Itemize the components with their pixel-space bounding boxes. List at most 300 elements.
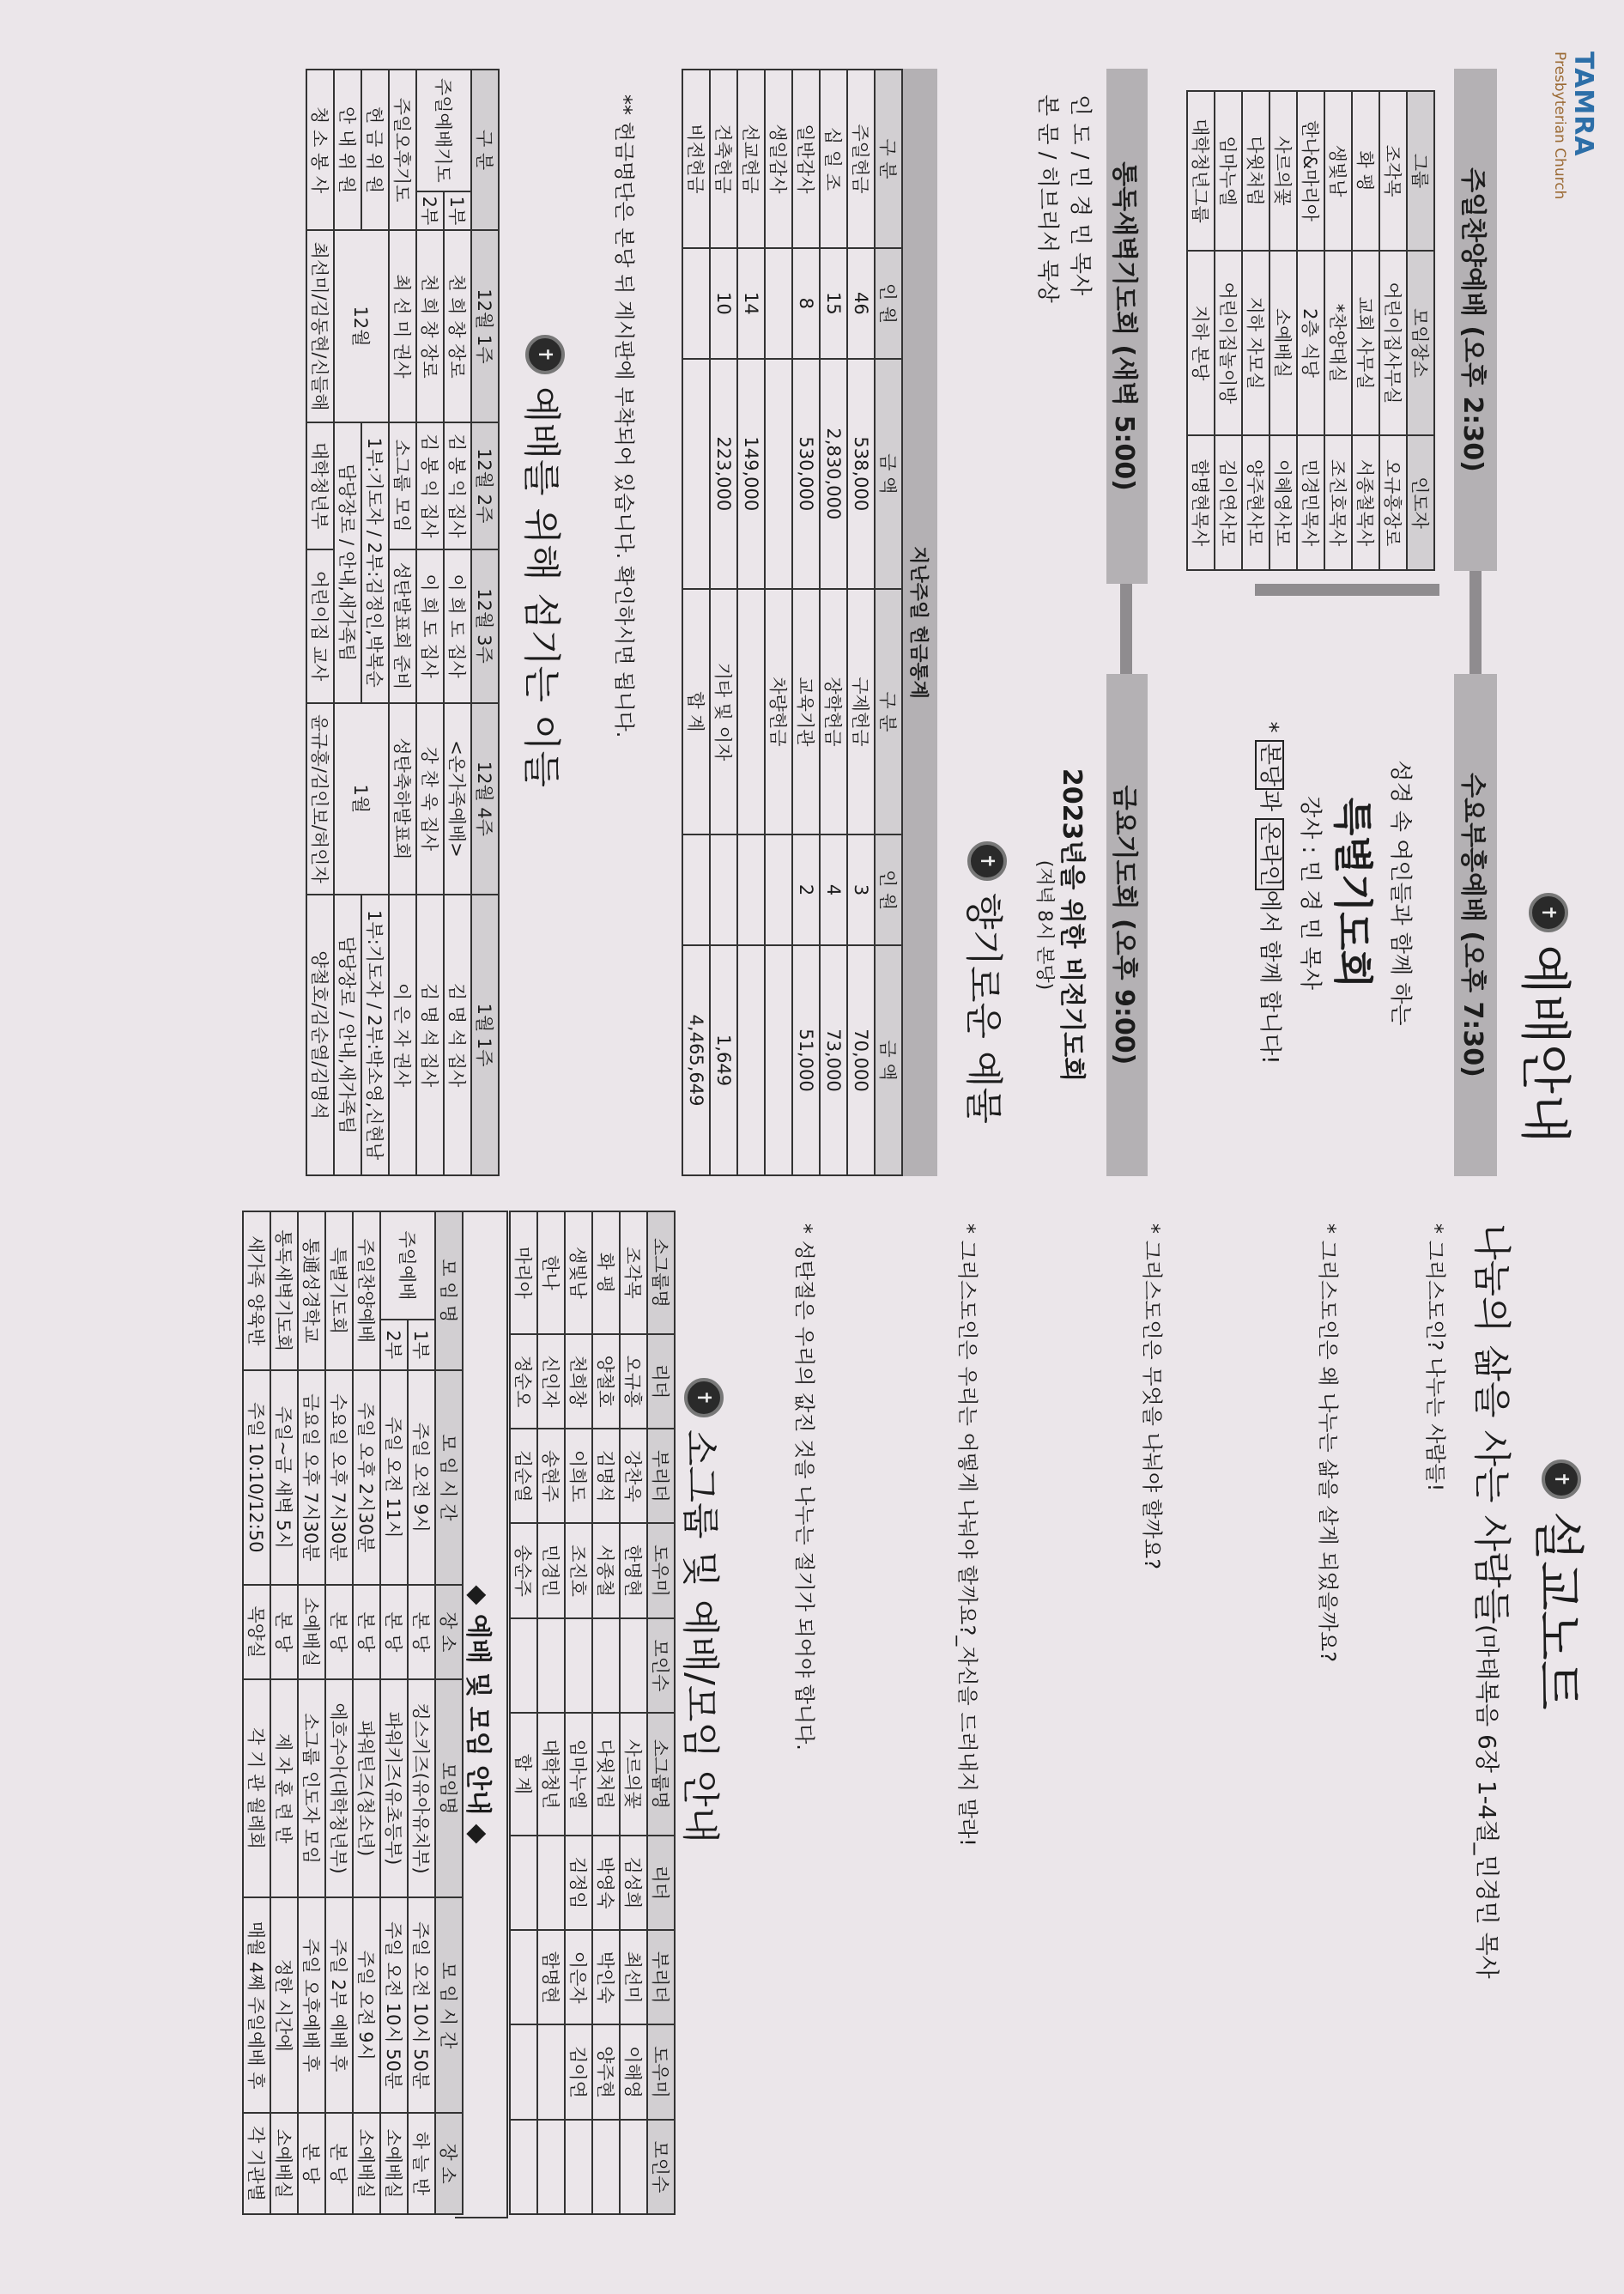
- table-row: [710, 70, 737, 1175]
- cell: [620, 1618, 647, 1713]
- dawn-leader: 인 도 / 민 경 민 목사: [1067, 94, 1093, 296]
- cell: 주일헌금: [847, 70, 875, 248]
- cell: 합 계: [682, 589, 710, 834]
- sermon-reference: (마태복음 6장 1-4절_민경민 목사: [1473, 1624, 1501, 1979]
- cell: 14: [737, 248, 765, 359]
- cell: 교회 사무실: [1352, 251, 1379, 435]
- cell: 김이연: [565, 2024, 592, 2119]
- cell: 최선미: [620, 1930, 647, 2024]
- cell: 1부: [408, 1320, 435, 1370]
- cell: 8: [792, 248, 820, 359]
- cell: 소그룹 인도자 모임: [298, 1679, 325, 1898]
- cell: 본 당: [353, 1585, 380, 1679]
- cell: 김순열: [510, 1429, 537, 1523]
- cell: 생일감사: [765, 70, 792, 248]
- cell: [765, 834, 792, 945]
- header-cell: 금 액: [875, 945, 902, 1175]
- cell: 주일예배: [380, 1211, 435, 1320]
- sermon-q3: * 그리스도인은 무엇을 나눠야 할까요?: [1140, 1223, 1164, 1570]
- note-and: 과: [1257, 789, 1282, 819]
- cell: 이 희 도 집사: [444, 549, 471, 703]
- cell: 서종철목사: [1352, 435, 1379, 570]
- cell: 강 찬 욱 집사: [416, 703, 444, 895]
- table-row: [270, 1211, 298, 2214]
- cell: 김정임: [565, 1836, 592, 1930]
- note-bullet: *: [1257, 721, 1282, 740]
- table-row: [243, 1211, 270, 2214]
- cell: 본 당: [380, 1585, 408, 1679]
- cell: 소예배실: [353, 2113, 380, 2214]
- sunday-service-bar: 주일찬양예배 (오후 2:30): [1454, 69, 1497, 571]
- cell: 임마누엘: [565, 1713, 592, 1836]
- cell: 한나&마리아: [1297, 91, 1324, 251]
- note-end: 에서 함께 합니다!: [1257, 889, 1282, 1065]
- cell: 오규홍장로: [1379, 435, 1407, 570]
- header-cell: 금 액: [875, 359, 902, 589]
- table-row: [792, 70, 820, 1175]
- table-row: [1297, 91, 1324, 570]
- servants-title-text: 예배를 위해 섬기는 이들: [519, 386, 563, 787]
- cell: 생빛남: [1324, 91, 1352, 251]
- cell: [510, 1618, 537, 1713]
- sermon-q2: * 그리스도인은 왜 나누는 삶을 살게 되었을까요?: [1316, 1223, 1340, 1663]
- cell: 소예배실: [380, 2113, 408, 2214]
- cell: 2,830,000: [820, 359, 847, 589]
- cell: 생빛남: [565, 1211, 592, 1334]
- header-cell: 모인수: [647, 1618, 675, 1713]
- cell: 강찬욱: [620, 1429, 647, 1523]
- cell: 담당장로 / 안내,새가족팀: [334, 422, 361, 703]
- cell: 담당장로 / 안내,새가족팀: [334, 895, 361, 1175]
- cell: 본 당: [325, 2113, 353, 2214]
- cell: 건축헌금: [710, 70, 737, 248]
- cell: 송현주: [537, 1429, 565, 1523]
- cell: 에흐수아(대학청년부): [325, 1679, 353, 1898]
- cell: 파워키즈(유초등부): [380, 1679, 408, 1898]
- cell: 김이연사모: [1215, 435, 1242, 570]
- cell: 어린이집놀이방: [1215, 251, 1242, 435]
- offering-note: ** 헌금명단은 본당 뒤 게시판에 부착되어 있습니다. 확인하시면 됩니다.: [612, 94, 636, 738]
- cell: 천 희 창 장로: [416, 230, 444, 422]
- divider-stripe: [1255, 584, 1439, 596]
- servants-title: [518, 335, 573, 787]
- cell: 이혜영사모: [1270, 435, 1297, 570]
- logo-main: TAMRA: [1568, 52, 1598, 157]
- cell: 주일 오전 9시: [408, 1370, 435, 1585]
- cell: 김 봉 익 집사: [444, 422, 471, 549]
- logo-sub: Presbyterian Church: [1551, 52, 1568, 200]
- cell: 본 당: [270, 1585, 298, 1679]
- cell: 한나: [537, 1211, 565, 1334]
- group-table: [1186, 90, 1435, 571]
- cell: [620, 2120, 647, 2214]
- cell: 이 희 도 집사: [416, 549, 444, 703]
- special-intro: 성경 속 여인들과 함께 하는: [1387, 760, 1413, 1026]
- church-emblem-icon: ✝: [1529, 893, 1568, 932]
- cell: 149,000: [737, 359, 765, 589]
- table-row: [1215, 91, 1242, 570]
- header-cell: 12월 1주: [471, 230, 499, 422]
- cell: [592, 1618, 620, 1713]
- friday-prayer-bar: 금요기도회 (오후 9:00): [1106, 674, 1148, 1176]
- place-header: 모임장소: [1407, 251, 1434, 435]
- cell: 하 늘 반: [408, 2113, 435, 2214]
- table-row: [353, 1211, 380, 2214]
- cell: [537, 1836, 565, 1930]
- header-cell: 부리더: [647, 1930, 675, 2024]
- cell: 각 기관별: [243, 2113, 270, 2214]
- cell: 주일 오전 10시 50분: [380, 1897, 408, 2113]
- header-cell: 모 임 명: [435, 1211, 463, 1370]
- header-cell: 구 분: [471, 70, 499, 230]
- cell: 다윗처럼: [592, 1713, 620, 1836]
- table-row: [592, 1211, 620, 2214]
- header-cell: 구 분: [875, 70, 902, 248]
- cell: 소그룹 모임: [389, 422, 416, 549]
- cell: 성탄발표회 준비: [389, 549, 416, 703]
- table-row: [408, 1211, 435, 2214]
- header-cell: 장 소: [435, 1585, 463, 1679]
- sermon-subtitle: [1468, 1223, 1523, 1979]
- cell: 비전헌금: [682, 70, 710, 248]
- friday-title: 2023년을 위한 비전기도회: [1057, 768, 1087, 1083]
- table-row: [306, 70, 334, 1175]
- cell: 파워틴즈(청소년): [353, 1679, 380, 1898]
- cell: [510, 2120, 537, 2214]
- cell: 조진호: [565, 1523, 592, 1617]
- cell: 1부:기도자 / 2부:김정인,박복순: [361, 422, 389, 703]
- table-row: [620, 1211, 647, 2214]
- cell: 조진호목사: [1324, 435, 1352, 570]
- cell: 금요일 오후 7시30분: [298, 1370, 325, 1585]
- sermon-title: [1524, 1460, 1598, 1710]
- cell: 대학청년부: [306, 422, 334, 549]
- meetings-table: [242, 1211, 464, 2215]
- table-row: [444, 70, 471, 1175]
- header-cell: 구 분: [875, 589, 902, 834]
- cell: 양주현: [592, 2024, 620, 2119]
- cell: 70,000: [847, 945, 875, 1175]
- header-cell: 모인수: [647, 2120, 675, 2214]
- cell: 킹스키즈(유아유치부): [408, 1679, 435, 1898]
- cell: 통通성경학교: [298, 1211, 325, 1370]
- cell: 사르의꽃: [1270, 91, 1297, 251]
- cell: 양주현사모: [1242, 435, 1270, 570]
- cell: 1부: [444, 191, 471, 231]
- cell: 어린이집사무실: [1379, 251, 1407, 435]
- cell: 김 명 석 집사: [444, 895, 471, 1175]
- cell: [710, 834, 737, 945]
- cell: 십 일 조: [820, 70, 847, 248]
- cell: 신인자: [537, 1334, 565, 1429]
- cell: 차량헌금: [765, 589, 792, 834]
- cell: 12월: [334, 230, 389, 422]
- cell: 2: [792, 834, 820, 945]
- table-row: [325, 1211, 353, 2214]
- cell: 주일 오전 9시: [353, 1897, 380, 2113]
- cell: 1,649: [710, 945, 737, 1175]
- sermon-q5: * 성탄절은 우리의 값진 것을 나누는 절기가 되어야 합니다.: [792, 1223, 816, 1751]
- cell: 주일 오후예배 후: [298, 1897, 325, 2113]
- offering-title-text: 향기로운 예물: [961, 893, 1005, 1125]
- cell: 지하 본당: [1187, 251, 1215, 435]
- cell: 오규홍: [620, 1334, 647, 1429]
- cell: 선교헌금: [737, 70, 765, 248]
- cell: 1부:기도자 / 2부:박소영,신현남: [361, 895, 389, 1175]
- sermon-title-text: 설교노트: [1527, 1511, 1587, 1710]
- church-emblem-icon: ✝: [1542, 1460, 1581, 1499]
- church-emblem-icon: ✝: [684, 1378, 724, 1417]
- cell: 본 당: [325, 1585, 353, 1679]
- cell: 정순오: [510, 1334, 537, 1429]
- sermon-subtitle-text: 나눔의 삶을 사는 사람들: [1469, 1223, 1513, 1624]
- cell: 민경민: [537, 1523, 565, 1617]
- header-cell: 인 원: [875, 248, 902, 359]
- cell: *찬양대실: [1324, 251, 1352, 435]
- leader-header: 인도자: [1407, 435, 1434, 570]
- cell: 김명석: [592, 1429, 620, 1523]
- cell: [682, 834, 710, 945]
- dawn-prayer-bar: 통독새벽기도회 (새벽 5:00): [1106, 69, 1148, 584]
- cell: 주일 오후 2시30분: [353, 1370, 380, 1585]
- cell: 주일 10:10/12:50: [243, 1370, 270, 1585]
- smallgroup-table: [509, 1211, 676, 2215]
- cell: 주일 2부 예배 후: [325, 1897, 353, 2113]
- cell: 양철호/김순열/김명석: [306, 895, 334, 1175]
- cell: 본 당: [298, 2113, 325, 2214]
- friday-sub: (저녁 8시 본당): [1033, 859, 1055, 991]
- cell: 조각목: [1379, 91, 1407, 251]
- cell: 일반감사: [792, 70, 820, 248]
- cell: 주일 오전 11시: [380, 1370, 408, 1585]
- header-cell: 인 원: [875, 834, 902, 945]
- cell: 4: [820, 834, 847, 945]
- group-header: 그룹: [1407, 91, 1434, 251]
- cell: [510, 1836, 537, 1930]
- cell: [510, 2024, 537, 2119]
- cell: 4,465,649: [682, 945, 710, 1175]
- table-row: [1270, 91, 1297, 570]
- header-cell: 모 임 시 간: [435, 1370, 463, 1585]
- cell: 화 평: [592, 1211, 620, 1334]
- cell: [682, 248, 710, 359]
- table-row: [380, 1211, 408, 2214]
- cell: 천희창: [565, 1334, 592, 1429]
- divider-stripe: [1120, 584, 1132, 674]
- header-cell: 모 임 시 간: [435, 1897, 463, 2113]
- cell: 서종철: [592, 1523, 620, 1617]
- cell: 천 희 창 장로: [444, 230, 471, 422]
- cell: 화 평: [1352, 91, 1379, 251]
- cell: 통독새벽기도회: [270, 1211, 298, 1370]
- cell: 목양실: [243, 1585, 270, 1679]
- offering-table-title: 지난주일 헌금통계: [903, 69, 937, 1176]
- cell: [537, 2120, 565, 2214]
- header-cell: 장 소: [435, 2113, 463, 2214]
- cell: 10: [710, 248, 737, 359]
- cell: [765, 945, 792, 1175]
- cell: <온가족예배>: [444, 703, 471, 895]
- table-row: [737, 70, 765, 1175]
- cell: 주일오후기도: [389, 70, 416, 230]
- worship-title: [1512, 893, 1585, 1144]
- table-row: [847, 70, 875, 1175]
- church-emblem-icon: ✝: [525, 335, 565, 374]
- table-row: [389, 70, 416, 1175]
- cell: 조각목: [620, 1211, 647, 1334]
- cell: 김 명 석 집사: [416, 895, 444, 1175]
- cell: [565, 2120, 592, 2214]
- cell: [737, 589, 765, 834]
- note-online: 온라인: [1255, 818, 1284, 889]
- cell: 장학헌금: [820, 589, 847, 834]
- cell: 특별기도회: [325, 1211, 353, 1370]
- cell: 주일예배기도: [416, 70, 471, 191]
- cell: 기타 및 이자: [710, 589, 737, 834]
- cell: 3: [847, 834, 875, 945]
- header-cell: 도우미: [647, 1523, 675, 1617]
- cell: 교육기관: [792, 589, 820, 834]
- cell: 이은자: [565, 1930, 592, 2024]
- cell: 사르의꽃: [620, 1713, 647, 1836]
- sermon-q4: * 그리스도인은 우리는 어떻게 나눠야 할까요?_자신을 드러내지 말라!: [955, 1223, 979, 1847]
- cell: [765, 248, 792, 359]
- cell: 윤규홍/김인보/허인자: [306, 703, 334, 895]
- cell: 박영숙: [592, 1836, 620, 1930]
- servants-table: [306, 69, 500, 1176]
- church-emblem-icon: ✝: [967, 841, 1007, 881]
- header-cell: 부리더: [647, 1429, 675, 1523]
- meetings-title: ◆ 예배 및 모임 안내 ◆: [455, 1211, 508, 2218]
- cell: 민경민목사: [1297, 435, 1324, 570]
- cell: 지하 자모실: [1242, 251, 1270, 435]
- cell: 소예배실: [270, 2113, 298, 2214]
- sermon-q1: * 그리스도인? 나누는 사람들!: [1423, 1223, 1447, 1492]
- cell: 구제헌금: [847, 589, 875, 834]
- cell: 어린이집 교사: [306, 549, 334, 703]
- cell: 소예배실: [1270, 251, 1297, 435]
- header-cell: 1월 1주: [471, 895, 499, 1175]
- cell: [737, 834, 765, 945]
- worship-title-text: 예배안내: [1514, 944, 1574, 1144]
- table-row: [416, 70, 444, 1175]
- header-cell: 12월 2주: [471, 422, 499, 549]
- cell: [592, 2120, 620, 2214]
- table-row: [361, 70, 389, 1175]
- offering-title: [960, 841, 1015, 1124]
- header-cell: 모임명: [435, 1679, 463, 1898]
- table-row: [1187, 91, 1215, 570]
- cell: 제 자 훈 련 반: [270, 1679, 298, 1898]
- table-row: [1352, 91, 1379, 570]
- header-cell: 소그룹명: [647, 1211, 675, 1334]
- cell: 73,000: [820, 945, 847, 1175]
- header-cell: 소그룹명: [647, 1713, 675, 1836]
- cell: 대학청년: [537, 1713, 565, 1836]
- cell: 223,000: [710, 359, 737, 589]
- cell: 2부: [380, 1320, 408, 1370]
- cell: [737, 945, 765, 1175]
- cell: 송순주: [510, 1523, 537, 1617]
- cell: 청 소 봉 사: [306, 70, 334, 230]
- cell: [765, 359, 792, 589]
- smallgroup-title-text: 소그룹 및 예배/모임 안내: [678, 1429, 722, 1843]
- cell: 이해영: [620, 2024, 647, 2119]
- cell: 이 은 자 권사: [389, 895, 416, 1175]
- cell: 최선미/김동현/신들해: [306, 230, 334, 422]
- table-row: [298, 1211, 325, 2214]
- divider-stripe: [1469, 571, 1482, 674]
- dawn-text: 본 문 / 히브리서 묵상: [1034, 94, 1060, 303]
- header-cell: 도우미: [647, 2024, 675, 2119]
- cell: 46: [847, 248, 875, 359]
- special-note: [1256, 618, 1288, 1168]
- cell: 양철호: [592, 1334, 620, 1429]
- table-row: [565, 1211, 592, 2214]
- wednesday-service-bar: 수요부흥예배 (오후 7:30): [1454, 674, 1497, 1176]
- cell: 한명현: [620, 1523, 647, 1617]
- table-row: [682, 70, 710, 1175]
- header-cell: 12월 4주: [471, 703, 499, 895]
- dawn-info: [1031, 94, 1096, 303]
- table-row: [1242, 91, 1270, 570]
- offering-table: [682, 69, 903, 1176]
- cell: 마리아: [510, 1211, 537, 1334]
- cell: 안 내 위 원: [334, 70, 361, 230]
- special-title: 특별기도회: [1330, 797, 1376, 989]
- cell: 함명현: [537, 1930, 565, 2024]
- cell: 주일 오전 10시 50분: [408, 1897, 435, 2113]
- table-row: [820, 70, 847, 1175]
- cell: 2층 식당: [1297, 251, 1324, 435]
- cell: 주일찬양예배: [353, 1211, 380, 1370]
- cell: 51,000: [792, 945, 820, 1175]
- cell: 15: [820, 248, 847, 359]
- cell: 정한 시간에: [270, 1897, 298, 2113]
- cell: 이희도: [565, 1429, 592, 1523]
- cell: 헌 금 위 원: [361, 70, 389, 230]
- note-main-hall: 본당: [1255, 740, 1284, 790]
- table-row: [765, 70, 792, 1175]
- cell: 합 계: [510, 1713, 537, 1836]
- table-row: [1324, 91, 1352, 570]
- cell: 1월: [334, 703, 389, 895]
- cell: 최 선 미 권사: [389, 230, 416, 422]
- cell: 김 봉 익 집사: [416, 422, 444, 549]
- header-cell: 12월 3주: [471, 549, 499, 703]
- cell: 대학청년그룹: [1187, 91, 1215, 251]
- header-cell: 리더: [647, 1334, 675, 1429]
- cell: [537, 1618, 565, 1713]
- cell: 박인숙: [592, 1930, 620, 2024]
- cell: 538,000: [847, 359, 875, 589]
- cell: 530,000: [792, 359, 820, 589]
- church-logo: [1551, 52, 1598, 199]
- special-speaker: 강사 : 민 경 민 목사: [1297, 796, 1323, 990]
- cell: [537, 2024, 565, 2119]
- cell: 성탄축하발표회: [389, 703, 416, 895]
- cell: 소예배실: [298, 1585, 325, 1679]
- cell: 각 기 관 월례회: [243, 1679, 270, 1898]
- cell: 본 당: [408, 1585, 435, 1679]
- cell: [565, 1618, 592, 1713]
- cell: 다윗처럼: [1242, 91, 1270, 251]
- cell: 매월 4째 주일예배 후: [243, 1897, 270, 2113]
- table-row: [537, 1211, 565, 2214]
- cell: 2부: [416, 191, 444, 231]
- cell: 주일~금 새벽 5시: [270, 1370, 298, 1585]
- cell: [682, 359, 710, 589]
